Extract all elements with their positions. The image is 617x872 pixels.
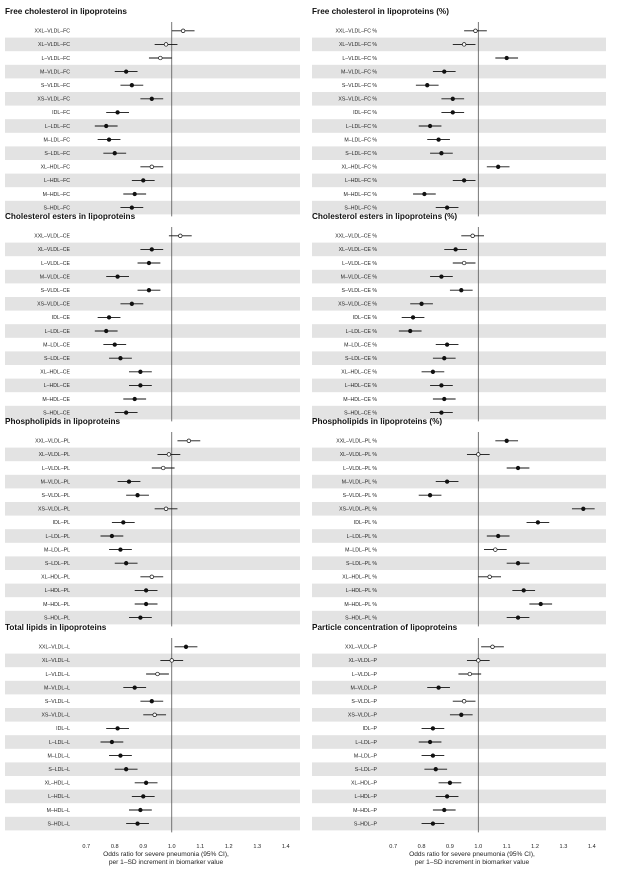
point-estimate [170,659,174,663]
row-label: XL–VLDL–P [348,658,377,665]
x-tick-label: 0.9 [446,844,454,850]
point-estimate [179,234,183,238]
row-label: S–LDL–FC [44,151,70,157]
row-label: L–VLDL–FC [41,55,70,62]
point-estimate [124,767,128,771]
panel-title: Particle concentration of lipoproteins [312,623,458,632]
point-estimate [582,507,586,511]
point-estimate [150,97,154,101]
point-estimate [494,548,498,552]
row-label: L–LDL–FC % [345,123,377,130]
row-label: S–VLDL–FC [40,83,70,89]
row-label: M–LDL–FC [43,137,70,144]
point-estimate [496,165,500,169]
row-label: XL–VLDL–FC % [338,42,377,49]
row-label: IDL–P [362,726,377,733]
point-estimate [451,97,455,101]
point-estimate [454,248,458,252]
point-estimate [522,589,526,593]
point-estimate [437,686,441,690]
point-estimate [124,411,128,415]
row-label: M–LDL–PL [44,547,70,554]
row-label: L–HDL–CE [43,383,70,390]
row-label: XL–VLDL–CE % [338,247,377,254]
x-axis-ticks-right [389,844,595,850]
row-label: M–VLDL–PL % [341,479,377,486]
point-estimate [440,275,444,279]
row-label: S–VLDL–CE [40,288,70,294]
point-estimate [136,493,140,497]
point-estimate [113,151,117,155]
row-label: S–HDL–CE [43,410,70,417]
row-label: XS–VLDL–CE [37,301,70,308]
point-estimate [107,316,111,320]
row-label: S–HDL–PL % [345,615,377,622]
row-label: XL–VLDL–CE [37,247,70,254]
point-estimate [425,83,429,87]
x-tick-label: 0.9 [139,844,148,850]
row-label: XXL–VLDL–FC % [335,28,377,35]
row-label: XXL–VLDL–L [38,644,70,651]
point-estimate [136,822,140,826]
row-label: S–LDL–PL % [346,561,377,567]
row-label: M–HDL–PL % [344,601,377,608]
row-label: XL–HDL–CE % [341,369,377,376]
row-label: L–LDL–CE % [345,328,377,335]
row-label: S–LDL–L [48,767,70,773]
row-label: M–LDL–CE [43,342,70,349]
point-estimate [122,521,126,525]
point-estimate [127,480,131,484]
row-label: XL–VLDL–PL [38,452,70,459]
x-tick-label: 1.0 [167,844,176,850]
row-label: XXL–VLDL–PL % [336,438,377,445]
point-estimate [477,659,481,663]
panel-title: Cholesterol esters in lipoproteins [5,212,136,221]
panel-title: Free cholesterol in lipoproteins (%) [312,7,449,16]
point-estimate [462,261,466,265]
row-label: M–HDL–PL [43,601,70,608]
point-estimate [167,453,171,457]
row-label: XL–HDL–P [351,780,377,787]
row-label: L–HDL–PL [44,588,70,595]
point-estimate [448,781,452,785]
point-estimate [431,727,435,731]
row-label: L–LDL–CE [44,328,70,335]
point-estimate [119,356,123,360]
point-estimate [431,822,435,826]
point-estimate [147,261,151,265]
x-axis-label-right-line1: Odds ratio for severe pneumonia (95% CI), [409,851,535,858]
point-estimate [124,70,128,74]
point-estimate [505,439,509,443]
point-estimate [144,602,148,606]
point-estimate [516,466,520,470]
row-label: L–VLDL–FC % [342,55,377,62]
point-estimate [139,808,143,812]
forest-panels [5,7,606,832]
point-estimate [462,179,466,183]
row-label: XXL–VLDL–FC [34,28,70,35]
row-label: XL–HDL–PL [41,574,70,581]
point-estimate [434,767,438,771]
point-estimate [104,124,108,128]
point-estimate [150,248,154,252]
row-label: M–HDL–CE [42,396,70,403]
row-label: M–LDL–P [353,753,377,760]
point-estimate [491,645,495,649]
forest-panel [312,623,606,832]
point-estimate [411,316,415,320]
panel-title: Phospholipids in lipoproteins [5,417,121,426]
row-label: L–VLDL–P [351,671,377,678]
row-label: XS–VLDL–PL [37,506,70,513]
point-estimate [141,179,145,183]
point-estimate [451,111,455,115]
point-estimate [104,329,108,333]
row-label: S–VLDL–PL % [342,493,377,499]
row-label: M–LDL–PL % [345,547,377,554]
point-estimate [477,453,481,457]
point-estimate [423,192,427,196]
point-estimate [428,740,432,744]
row-label: S–HDL–FC [43,205,70,212]
row-label: L–LDL–L [48,739,70,746]
row-label: IDL–FC % [353,110,377,117]
panel-title: Free cholesterol in lipoproteins [5,7,127,16]
x-tick-label: 1.4 [587,844,596,850]
point-estimate [139,370,143,374]
point-estimate [440,384,444,388]
row-label: S–VLDL–PL [41,493,70,499]
point-estimate [442,397,446,401]
point-estimate [420,302,424,306]
row-label: L–VLDL–CE % [342,260,377,267]
point-estimate [164,507,168,511]
row-label: S–LDL–P [354,767,377,773]
point-estimate [147,288,151,292]
row-label: L–HDL–L [48,794,70,801]
point-estimate [184,645,188,649]
forest-panel [5,623,300,832]
row-label: S–HDL–FC % [344,205,377,212]
point-estimate [159,56,163,60]
point-estimate [187,439,191,443]
panel-title: Phospholipids in lipoproteins (%) [312,417,443,426]
point-estimate [445,480,449,484]
row-label: M–VLDL–CE % [340,274,377,281]
point-estimate [156,672,160,676]
x-axes [82,844,595,866]
x-tick-label: 1.2 [224,844,233,850]
row-label: S–LDL–PL [44,561,70,567]
point-estimate [468,672,472,676]
row-label: L–HDL–FC % [344,178,377,185]
point-estimate [153,713,157,717]
forest-panel [5,212,300,421]
row-label: M–HDL–CE % [343,396,377,403]
x-tick-label: 1.1 [502,844,511,850]
point-estimate [516,561,520,565]
row-label: L–HDL–PL % [345,588,377,595]
row-label: S–LDL–CE % [344,356,377,362]
forest-panel [312,417,606,626]
point-estimate [144,781,148,785]
row-label: XXL–VLDL–CE [34,233,70,240]
point-estimate [442,356,446,360]
point-estimate [107,138,111,142]
row-label: XXL–VLDL–PL [35,438,70,445]
row-label: XL–VLDL–PL % [339,452,377,459]
row-label: XL–HDL–L [44,780,70,787]
point-estimate [150,165,154,169]
point-estimate [459,288,463,292]
forest-panel [5,417,300,626]
x-axis-label-left-line2: per 1–SD increment in biomarker value [108,859,224,866]
row-label: L–LDL–P [355,739,377,746]
row-label: M–VLDL–FC [40,69,70,76]
row-label: XL–HDL–PL % [342,574,377,581]
point-estimate [130,83,134,87]
row-label: IDL–CE % [352,315,377,322]
row-label: L–VLDL–L [45,671,70,678]
row-label: IDL–CE [51,315,70,322]
x-tick-label: 1.3 [253,844,262,850]
point-estimate [431,370,435,374]
point-estimate [437,138,441,142]
point-estimate [440,411,444,415]
row-label: IDL–PL % [353,520,377,527]
x-axis-ticks-left [82,844,289,850]
point-estimate [110,740,114,744]
row-label: L–VLDL–PL [42,465,70,472]
row-label: S–VLDL–FC % [341,83,377,89]
row-label: M–LDL–CE % [344,342,377,349]
point-estimate [150,575,154,579]
point-estimate [124,561,128,565]
row-label: S–VLDL–L [44,699,70,705]
row-label: S–VLDL–CE % [341,288,377,294]
point-estimate [428,124,432,128]
row-label: XS–VLDL–FC [37,96,70,103]
row-label: XS–VLDL–FC % [338,96,377,103]
point-estimate [133,397,137,401]
point-estimate [431,754,435,758]
point-estimate [144,589,148,593]
point-estimate [139,384,143,388]
point-estimate [445,343,449,347]
row-label: XL–VLDL–L [42,658,70,665]
row-label: M–HDL–FC [42,191,70,198]
point-estimate [408,329,412,333]
x-tick-label: 0.8 [417,844,426,850]
point-estimate [462,43,466,47]
point-estimate [181,29,185,33]
point-estimate [139,616,143,620]
x-tick-label: 1.1 [196,844,205,850]
row-label: L–VLDL–PL % [343,465,377,472]
row-label: M–VLDL–CE [39,274,70,281]
point-estimate [113,343,117,347]
x-tick-label: 1.4 [281,844,290,850]
row-label: M–HDL–P [353,807,377,814]
point-estimate [442,808,446,812]
forest-panel [312,212,606,421]
row-label: XL–HDL–CE [40,369,70,376]
point-estimate [116,727,120,731]
point-estimate [161,466,165,470]
point-estimate [133,192,137,196]
x-axis-label-left-line1: Odds ratio for severe pneumonia (95% CI), [103,851,229,858]
point-estimate [488,575,492,579]
point-estimate [119,754,123,758]
row-label: M–VLDL–L [44,685,70,692]
point-estimate [445,795,449,799]
row-label: XXL–VLDL–P [344,644,377,651]
row-label: S–HDL–CE % [344,410,377,417]
x-tick-label: 1.2 [531,844,539,850]
row-label: M–HDL–L [46,807,70,814]
point-estimate [440,151,444,155]
row-label: XL–VLDL–FC [37,42,70,49]
point-estimate [496,534,500,538]
row-label: S–HDL–P [353,821,377,828]
point-estimate [459,713,463,717]
x-axis-label-right-line2: per 1–SD increment in biomarker value [414,859,530,866]
row-label: M–VLDL–PL [40,479,70,486]
point-estimate [428,493,432,497]
point-estimate [130,302,134,306]
row-label: XXL–VLDL–CE % [335,233,377,240]
point-estimate [445,206,449,210]
point-estimate [474,29,478,33]
x-tick-label: 0.8 [110,844,119,850]
panel-title: Cholesterol esters in lipoproteins (%) [312,212,458,221]
x-tick-label: 1.0 [474,844,483,850]
row-label: XS–VLDL–CE % [338,301,377,308]
forest-panel [5,7,300,216]
row-label: XS–VLDL–P [347,712,377,719]
row-label: IDL–FC [52,110,70,117]
row-label: L–LDL–FC [44,123,70,130]
point-estimate [110,534,114,538]
point-estimate [164,43,168,47]
point-estimate [130,206,134,210]
point-estimate [505,56,509,60]
row-label: XL–HDL–FC % [341,164,377,171]
row-label: S–HDL–PL [44,615,70,622]
row-label: L–HDL–CE % [344,383,377,390]
row-label: XS–VLDL–PL % [339,506,377,513]
row-label: M–HDL–FC % [343,191,377,198]
point-estimate [539,602,543,606]
row-label: IDL–PL [52,520,70,527]
row-label: L–HDL–P [354,794,377,801]
row-label: M–LDL–FC % [344,137,377,144]
forest-panel [312,7,606,216]
row-label: IDL–L [56,726,70,733]
row-label: XS–VLDL–L [41,712,70,719]
row-label: M–VLDL–P [350,685,377,692]
panel-title: Total lipids in lipoproteins [5,623,107,632]
row-label: L–LDL–PL % [346,533,377,540]
point-estimate [462,699,466,703]
row-label: XL–HDL–FC [40,164,70,171]
point-estimate [119,548,123,552]
row-label: L–HDL–FC [44,178,70,185]
row-label: M–VLDL–FC % [340,69,377,76]
row-label: L–VLDL–CE [41,260,70,267]
row-label: S–HDL–L [47,821,70,828]
row-label: S–LDL–CE [44,356,70,362]
point-estimate [116,275,120,279]
point-estimate [150,699,154,703]
point-estimate [116,111,120,115]
row-label: S–VLDL–P [351,699,377,705]
row-label: L–LDL–PL [45,533,70,540]
x-tick-label: 0.7 [389,844,398,850]
point-estimate [442,70,446,74]
point-estimate [516,616,520,620]
row-label: M–LDL–L [47,753,70,760]
point-estimate [536,521,540,525]
point-estimate [133,686,137,690]
x-tick-label: 1.3 [559,844,568,850]
point-estimate [471,234,475,238]
point-estimate [141,795,145,799]
x-tick-label: 0.7 [82,844,91,850]
row-label: S–LDL–FC % [345,151,377,157]
